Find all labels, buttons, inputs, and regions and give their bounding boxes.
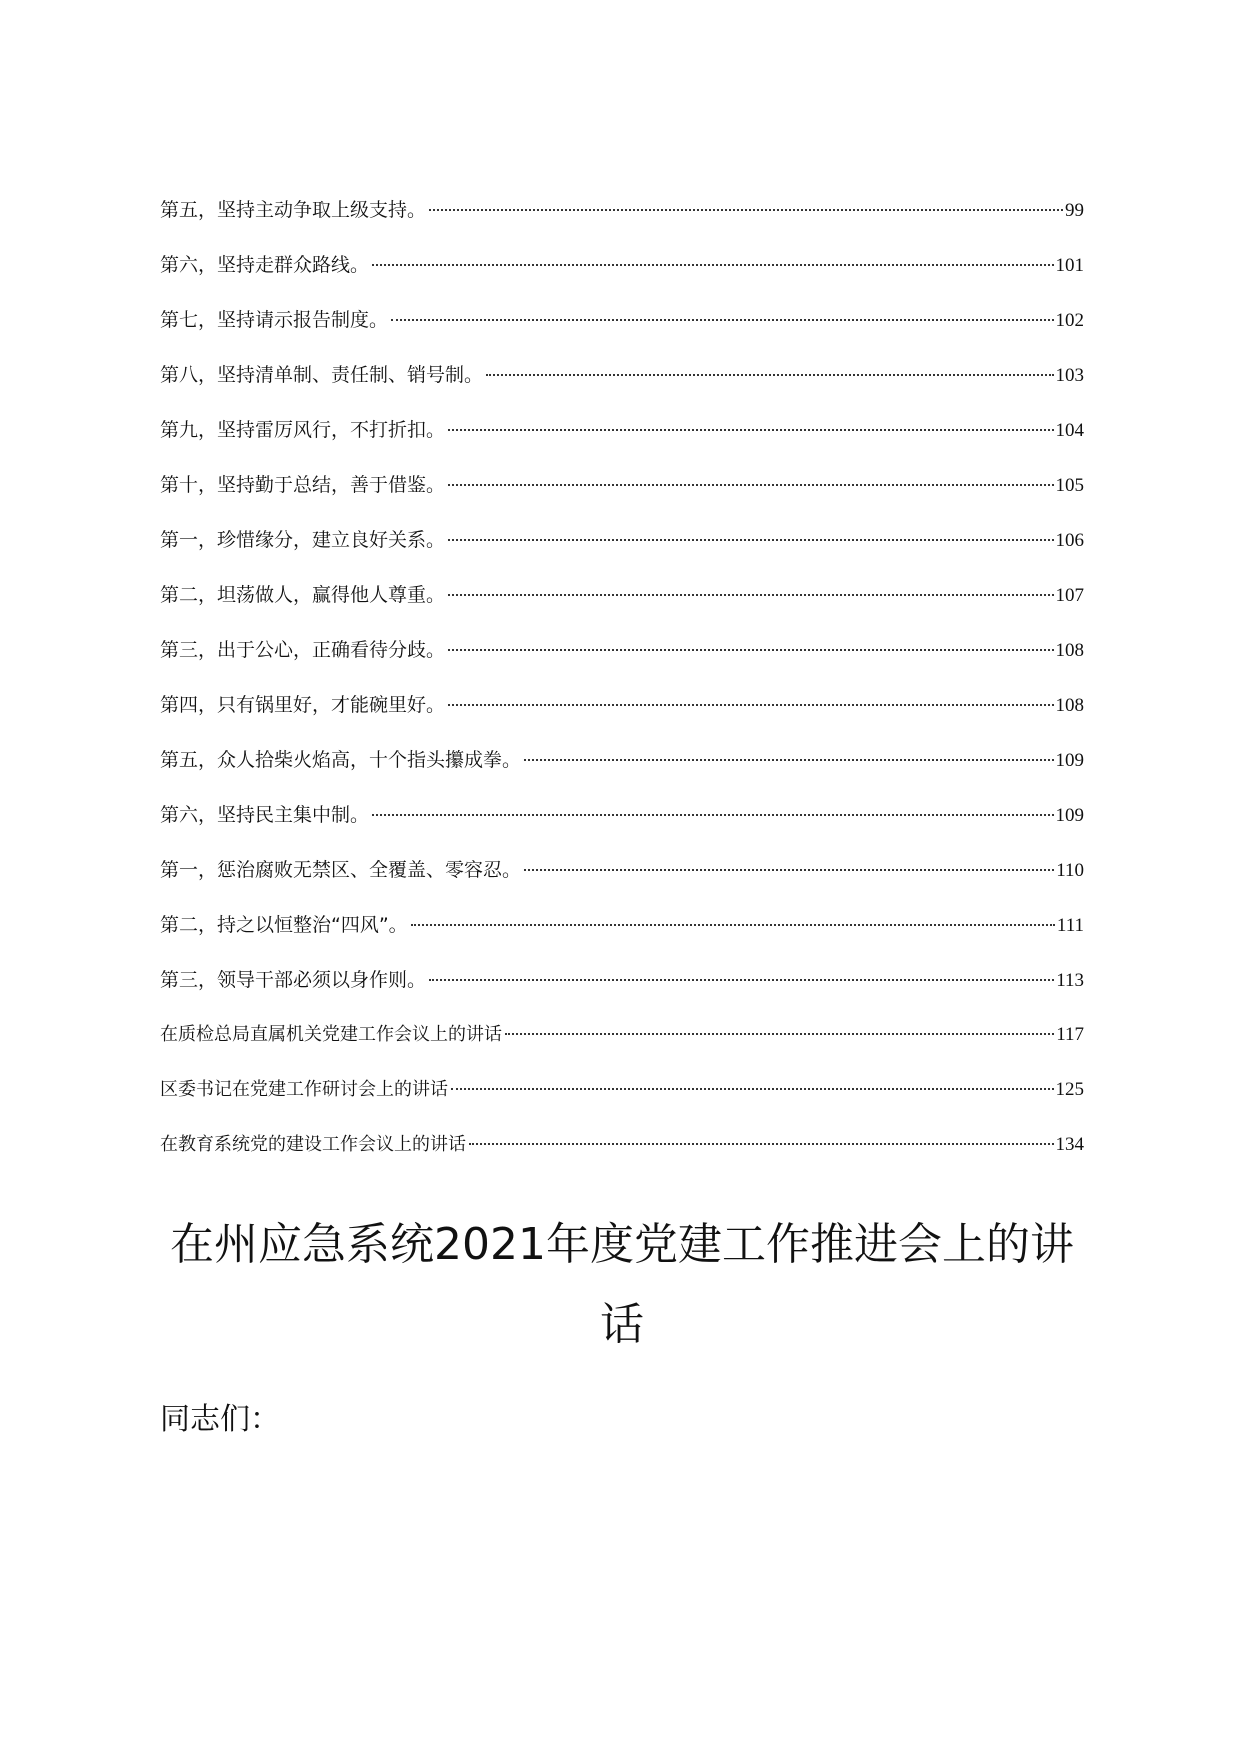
toc-entry[interactable]	[160, 1075, 1084, 1130]
toc-page-number: 110	[1056, 860, 1084, 881]
toc-entry[interactable]	[160, 690, 1084, 745]
toc-dot-leader	[448, 539, 1053, 541]
toc-dot-leader	[448, 649, 1053, 651]
toc-entry[interactable]	[160, 250, 1084, 305]
toc-dot-leader	[469, 1143, 1054, 1145]
toc-entry-text: 第十，坚持勤于总结，善于借鉴。	[160, 474, 446, 496]
toc-entry[interactable]	[160, 580, 1084, 635]
toc-dot-leader	[372, 264, 1053, 266]
toc-entry[interactable]	[160, 525, 1084, 580]
toc-dot-leader	[524, 759, 1053, 761]
toc-page-number: 102	[1055, 310, 1084, 331]
toc-dot-leader	[524, 869, 1054, 871]
toc-page-number: 111	[1056, 915, 1084, 936]
toc-page-number: 125	[1055, 1079, 1084, 1100]
toc-dot-leader	[505, 1033, 1054, 1035]
toc-page-number: 104	[1055, 420, 1084, 441]
toc-entry[interactable]	[160, 305, 1084, 360]
document-title: 在州应急系统2021年度党建工作推进会上的讲话	[170, 1219, 1074, 1350]
toc-entry-text: 第三，领导干部必须以身作则。	[160, 969, 427, 991]
toc-dot-leader	[486, 374, 1053, 376]
toc-entry[interactable]	[160, 195, 1084, 250]
toc-page-number: 113	[1056, 970, 1084, 991]
toc-page-number: 101	[1055, 255, 1084, 276]
toc-dot-leader	[429, 979, 1054, 981]
toc-dot-leader	[448, 704, 1053, 706]
toc-entry-text: 在教育系统党的建设工作会议上的讲话	[160, 1134, 466, 1155]
toc-dot-leader	[391, 319, 1053, 321]
toc-dot-leader	[411, 924, 1055, 926]
toc-page-number: 108	[1055, 695, 1084, 716]
toc-entry[interactable]	[160, 1020, 1084, 1075]
toc-page-number: 117	[1056, 1024, 1084, 1045]
salutation: 同志们：	[160, 1402, 280, 1437]
toc-dot-leader	[372, 814, 1053, 816]
toc-dot-leader	[448, 594, 1053, 596]
toc-entry[interactable]	[160, 745, 1084, 800]
toc-dot-leader	[451, 1088, 1054, 1090]
toc-page-number: 107	[1055, 585, 1084, 606]
toc-dot-leader	[429, 209, 1063, 211]
toc-dot-leader	[448, 484, 1053, 486]
toc-page-number: 103	[1055, 365, 1084, 386]
toc-entry[interactable]	[160, 635, 1084, 690]
toc-entry-text: 区委书记在党建工作研讨会上的讲话	[160, 1079, 448, 1100]
toc-page-number: 109	[1055, 750, 1084, 771]
toc-entry-text: 第六，坚持走群众路线。	[160, 254, 370, 276]
toc-entry-text: 第四，只有锅里好，才能碗里好。	[160, 694, 446, 716]
toc-entry[interactable]	[160, 1130, 1084, 1185]
table-of-contents	[160, 195, 1084, 1185]
toc-page-number: 134	[1055, 1134, 1084, 1155]
toc-page-number: 108	[1055, 640, 1084, 661]
toc-page-number: 105	[1055, 475, 1084, 496]
toc-entry-text: 第二，持之以恒整治“四风”。	[160, 914, 408, 936]
toc-dot-leader	[448, 429, 1053, 431]
toc-entry-text: 第三，出于公心，正确看待分歧。	[160, 639, 446, 661]
toc-entry[interactable]	[160, 470, 1084, 525]
toc-entry[interactable]	[160, 415, 1084, 470]
toc-entry[interactable]	[160, 965, 1084, 1020]
toc-entry-text: 第七，坚持请示报告制度。	[160, 309, 389, 331]
toc-entry-text: 第九，坚持雷厉风行，不打折扣。	[160, 419, 446, 441]
toc-entry[interactable]	[160, 360, 1084, 415]
toc-page-number: 106	[1055, 530, 1084, 551]
toc-entry-text: 第一，珍惜缘分，建立良好关系。	[160, 529, 446, 551]
toc-entry-text: 第五，众人拾柴火焰高，十个指头攥成拳。	[160, 749, 522, 771]
toc-entry-text: 第六，坚持民主集中制。	[160, 804, 370, 826]
toc-entry-text: 第八，坚持清单制、责任制、销号制。	[160, 364, 484, 386]
toc-entry-text: 在质检总局直属机关党建工作会议上的讲话	[160, 1024, 502, 1045]
toc-page-number: 99	[1065, 200, 1084, 221]
toc-entry-text: 第一，惩治腐败无禁区、全覆盖、零容忍。	[160, 859, 522, 881]
toc-entry-text: 第二，坦荡做人，赢得他人尊重。	[160, 584, 446, 606]
toc-entry[interactable]	[160, 800, 1084, 855]
toc-entry[interactable]	[160, 855, 1084, 910]
toc-entry[interactable]	[160, 910, 1084, 965]
toc-page-number: 109	[1055, 805, 1084, 826]
toc-entry-text: 第五，坚持主动争取上级支持。	[160, 199, 427, 221]
